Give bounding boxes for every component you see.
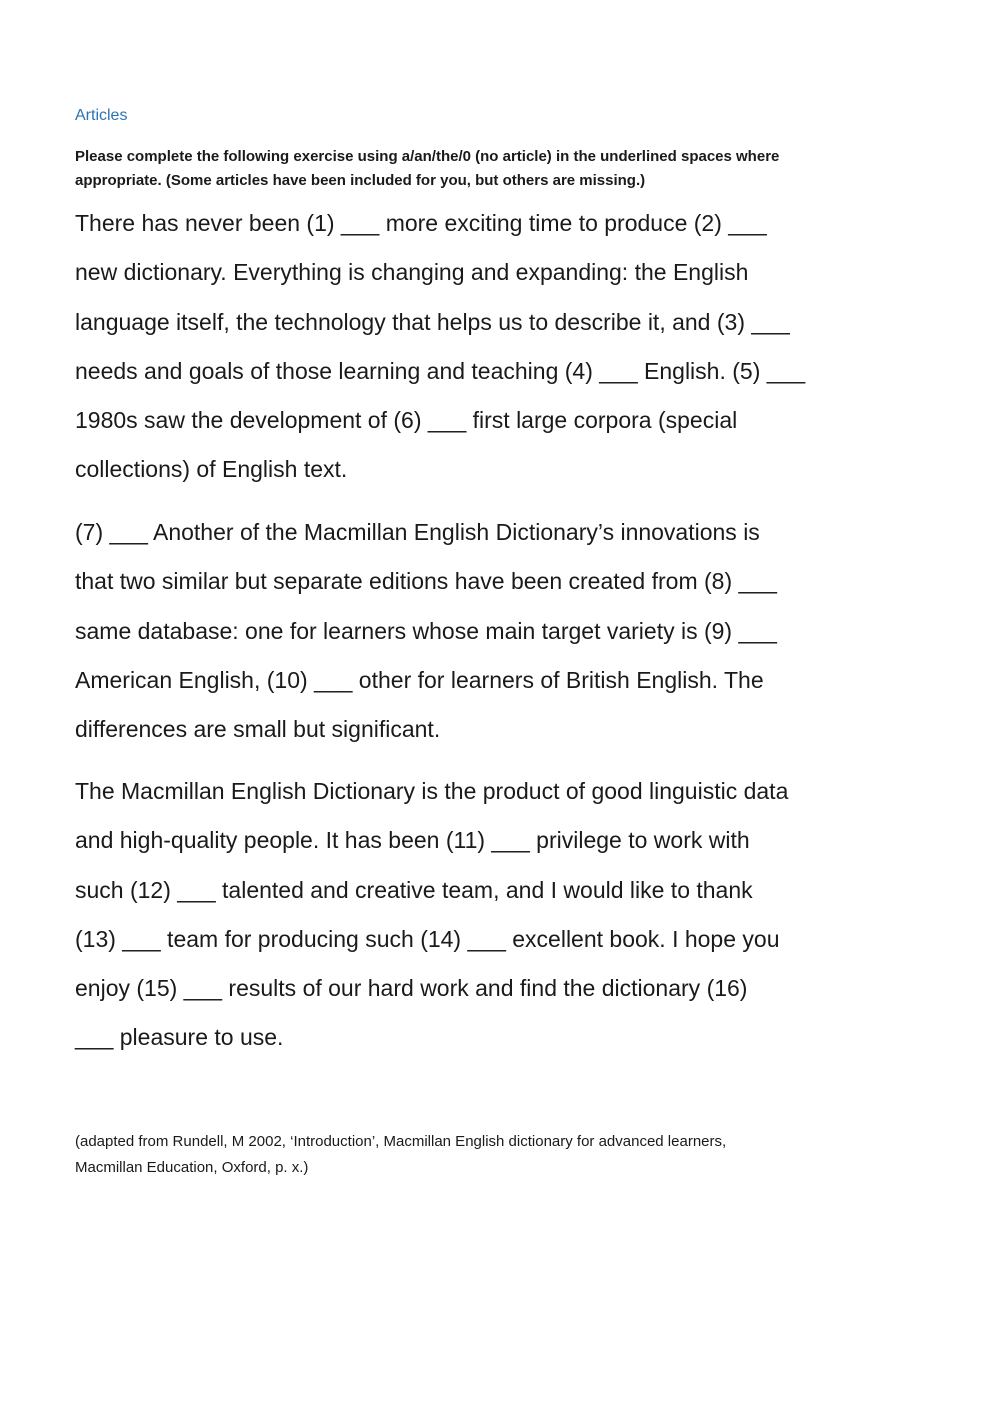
instructions-line: appropriate. (Some articles have been included for you, but others are missing.) — [75, 172, 646, 189]
page-title: Articles — [75, 107, 128, 124]
paragraph-line: differences are small but significant. — [75, 716, 441, 743]
paragraph-line: that two similar but separate editions have been created from (8) ___ — [75, 568, 777, 595]
paragraph-line: American English, (10) ___ other for learners of British English. The — [75, 666, 764, 693]
citation-line: (adapted from Rundell, M 2002, ‘Introduction’, Macmillan English dictionary for advanced learners, — [75, 1133, 727, 1150]
paragraph-line: same database: one for learners whose main target variety is (9) ___ — [75, 617, 777, 644]
paragraph-line: language itself, the technology that helps us to describe it, and (3) ___ — [75, 308, 790, 335]
paragraph-line: The Macmillan English Dictionary is the product of good linguistic data — [75, 778, 789, 804]
citation-line: Macmillan Education, Oxford, p. x.) — [75, 1159, 309, 1176]
paragraph-line: ___ pleasure to use. — [75, 1024, 284, 1051]
paragraph-line: such (12) ___ talented and creative team, and I would like to thank — [75, 876, 753, 903]
exercise-paragraph-3 — [75, 767, 855, 1063]
paragraph-line: (7) ___ Another of the Macmillan English Dictionary’s innovations is — [75, 519, 760, 545]
paragraph-line: collections) of English text. — [75, 456, 348, 483]
instructions-line: Please complete the following exercise using a/an/the/0 (no article) in the underlined spaces where — [75, 148, 780, 165]
instructions — [75, 145, 855, 193]
paragraph-line: 1980s saw the development of (6) ___ first large corpora (special — [75, 407, 738, 434]
paragraph-line: and high-quality people. It has been (11) ___ privilege to work with — [75, 827, 750, 854]
exercise-paragraph-2 — [75, 508, 855, 754]
paragraph-line: (13) ___ team for producing such (14) ___ excellent book. I hope you — [75, 925, 780, 952]
source-citation — [75, 1129, 855, 1181]
paragraph-line: enjoy (15) ___ results of our hard work and find the dictionary (16) — [75, 975, 748, 1002]
paragraph-line: There has never been (1) ___ more exciting time to produce (2) ___ — [75, 210, 767, 236]
exercise-paragraph-1 — [75, 199, 855, 495]
paragraph-line: needs and goals of those learning and teaching (4) ___ English. (5) ___ — [75, 357, 806, 384]
paragraph-line: new dictionary. Everything is changing and expanding: the English — [75, 259, 749, 286]
